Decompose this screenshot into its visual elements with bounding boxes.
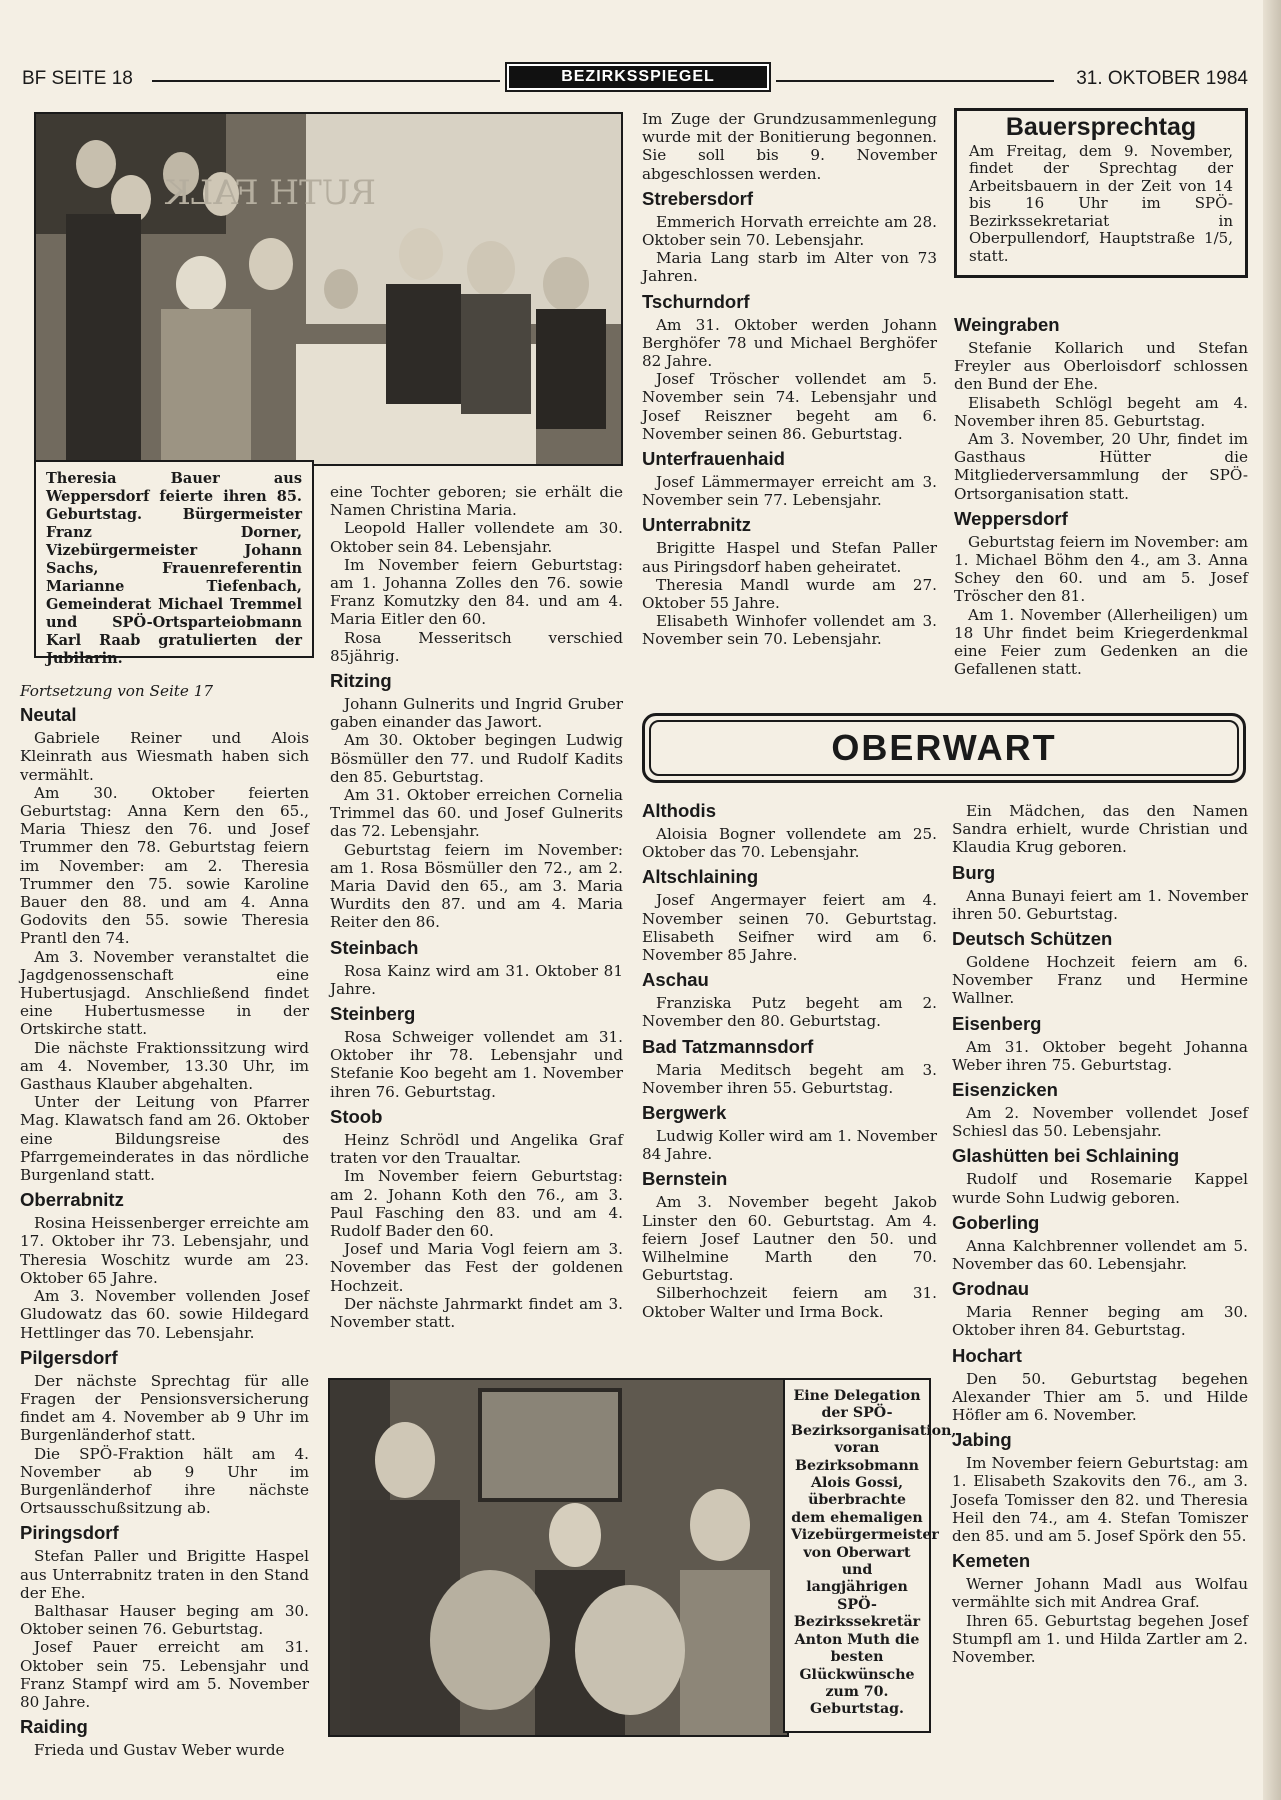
paragraph: Balthasar Hauser beging am 30. Oktober seinen 76. Geburtstag. (20, 1601, 309, 1639)
paragraph: Maria Meditsch begeht am 3. November ihren 55. Geburtstag. (642, 1060, 937, 1097)
paragraph: Im November feiern Geburtstag: am 2. Johann Koth den 76., am 3. Paul Fasching den 83. und am 4. Rudolf Bader den 60. (330, 1167, 623, 1240)
oberwart-banner-text: OBERWART (649, 720, 1239, 776)
heading-hochart: Hochart (952, 1344, 1022, 1366)
column-5 (642, 800, 937, 1321)
paragraph: Theresia Mandl wurde am 27. Oktober 55 Jahre. (642, 575, 937, 613)
heading-piringsdorf: Piringsdorf (20, 1522, 119, 1544)
continuation-note: Fortsetzung von Seite 17 (20, 682, 214, 700)
paragraph: Frieda und Gustav Weber wurde (34, 1741, 285, 1760)
heading-bergwerk: Bergwerk (642, 1102, 727, 1124)
heading-weppersdorf: Weppersdorf (954, 507, 1068, 529)
heading-eisenberg: Eisenberg (952, 1012, 1042, 1034)
photo-birthday-group (34, 112, 623, 466)
paragraph: Ihren 65. Geburtstag begehen Josef Stumpfl am 1. und Hilda Zartler am 2. November. (952, 1611, 1248, 1667)
paragraph: Die SPÖ-Fraktion hält am 4. November ab 9 Uhr im Burgenländerhof ihre nächste Ortsausschußsitzung ab. (20, 1444, 309, 1518)
column-6 (952, 802, 1248, 1666)
paragraph: Am 31. Oktober werden Johann Berghöfer 78 und Michael Berghöfer 82 Jahre. (642, 315, 937, 371)
paragraph: Am 3. November vollenden Josef Gludowatz das 60. sowie Hildegard Hettlinger das 70. Lebensjahr. (20, 1287, 309, 1342)
paragraph: Am 30. Oktober feierten Geburtstag: Anna Kern den 65., Maria Thiesz den 76. und Josef Trummer den 78. Geburtstag feiern im November: am 2. Theresia Trummer den 75. sowie Karoline Bauer den 88. und am 4. Anna Godovits den 55. sowie Theresia Prantl den 74. (20, 783, 309, 948)
heading-raiding: Raiding (20, 1716, 88, 1738)
paragraph: Rosa Kainz wird am 31. Oktober 81 Jahre. (330, 961, 623, 998)
page-number: BF SEITE 18 (22, 68, 133, 89)
paragraph: Unter der Leitung von Pfarrer Mag. Klawatsch fand am 26. Oktober eine Bildungsreise des Pfarrgemeinderates in das nördliche Burgenland statt. (20, 1093, 309, 1185)
heading-oberrabnitz: Oberrabnitz (20, 1189, 124, 1211)
paragraph: Anna Bunayi feiert am 1. November ihren 50. Geburtstag. (952, 886, 1248, 923)
heading-tschurndorf: Tschurndorf (642, 290, 750, 312)
header-rule-left (152, 80, 500, 82)
paragraph: Geburtstag feiern im November: am 1. Rosa Bösmüller den 72., am 2. Maria David den 65., am 3. Maria Wurdits den 87. und am 4. Maria Reiter den 86. (330, 840, 623, 932)
paragraph: Aloisia Bogner vollendete am 25. Oktober das 70. Lebensjahr. (642, 825, 937, 862)
photo-birthday-caption: Theresia Bauer aus Weppersdorf feierte ihren 85. Geburtstag. Bürgermeister Franz Dorner, Vizebürgermeister Johann Sachs, Frauenreferentin Marianne Tiefenbach, Gemeinderat Michael Tremmel und SPÖ-Ortsparteiobmann Karl Raab gratulierten der Jubilarin. (34, 460, 314, 658)
heading-altschlaining: Altschlaining (642, 866, 759, 888)
photo-delegation (328, 1378, 789, 1737)
photo-sign-text: RUTH FALK (165, 173, 376, 213)
paragraph: Am 3. November veranstaltet die Jagdgenossenschaft eine Hubertusjagd. Anschließend findet eine Hubertusmesse in der Ortskirche statt. (20, 947, 309, 1039)
paragraph: Am 30. Oktober begingen Ludwig Bösmüller den 77. und Rudolf Kadits den 85. Geburtstag. (330, 731, 623, 786)
section-label-box (505, 62, 771, 92)
paragraph: Der nächste Jahrmarkt findet am 3. November statt. (330, 1294, 623, 1331)
heading-glashuetten: Glashütten bei Schlaining (952, 1145, 1180, 1167)
paragraph: Gabriele Reiner und Alois Kleinrath aus Wiesmath haben sich vermählt. (20, 729, 309, 784)
paragraph: Rosa Messeritsch verschied 85jährig. (330, 628, 623, 665)
heading-weingraben: Weingraben (954, 314, 1060, 335)
page-edge (1263, 0, 1281, 1800)
paragraph: Im November feiern Geburtstag: am 1. Johanna Zolles den 76. sowie Franz Komutzky den 84. und am 4. Maria Eitler den 60. (330, 555, 623, 629)
paragraph: Elisabeth Schlögl begeht am 4. November ihren 85. Geburtstag. (954, 393, 1248, 430)
paragraph: Im November feiern Geburtstag: am 1. Elisabeth Szakovits den 76., am 3. Josefa Tomisser den 82. und Theresia Heil den 74., am 4. Stefan Tomiszer den 85. und am 5. Josef Spörk den 55. (952, 1454, 1248, 1546)
paragraph: Josef Lämmermayer erreicht am 3. November sein 77. Lebensjahr. (642, 473, 937, 510)
paragraph: Die nächste Fraktionssitzung wird am 4. November, 13.30 Uhr, im Gasthaus Klauber abgehalten. (20, 1038, 309, 1094)
heading-aschau: Aschau (642, 969, 709, 991)
paragraph: Elisabeth Winhofer vollendet am 3. November sein 70. Lebensjahr. (642, 612, 937, 649)
paragraph: Rosina Heissenberger erreichte am 17. Oktober ihr 73. Lebensjahr, und Theresia Woschitz wurde am 23. Oktober 65 Jahre. (20, 1214, 309, 1287)
paragraph: Anna Kalchbrenner vollendet am 5. November das 60. Lebensjahr. (952, 1236, 1248, 1274)
heading-kemeten: Kemeten (952, 1550, 1031, 1572)
header-rule-right (776, 80, 1054, 82)
heading-burg: Burg (952, 861, 996, 883)
heading-pilgersdorf: Pilgersdorf (20, 1346, 118, 1368)
paragraph: Im Zuge der Grundzusammenlegung wurde mit der Bonitierung begonnen. Sie soll bis 9. November abgeschlossen werden. (642, 110, 937, 183)
paragraph: Ein Mädchen, das den Namen Sandra erhielt, wurde Christian und Klaudia Krug geboren. (952, 802, 1248, 857)
photo-delegation-caption: Eine Delegation der SPÖ-Bezirksorganisation, voran Bezirksobmann Alois Gossi, überbrachte dem ehemaligen Vizebürgermeister von Oberwart und langjährigen SPÖ-Bezirkssekretär Anton Muth die besten Glückwünsche zum 70. Geburtstag. (783, 1378, 931, 1733)
paragraph: Am 31. Oktober erreichen Cornelia Trimmel das 60. und Josef Gulnerits das 72. Lebensjahr. (330, 786, 623, 841)
paragraph: Josef Tröscher vollendet am 5. November sein 74. Lebensjahr und Josef Reiszner begeht am 6. November seinen 86. Geburtstag. (642, 370, 937, 443)
paragraph: eine Tochter geboren; sie erhält die Namen Christina Maria. (330, 483, 623, 520)
paragraph: Stefanie Kollarich und Stefan Freyler aus Oberloisdorf schlossen den Bund der Ehe. (954, 339, 1248, 394)
paragraph: Franziska Putz begeht am 2. November den 80. Geburtstag. (642, 994, 937, 1031)
heading-unterrabnitz: Unterrabnitz (642, 514, 751, 536)
paragraph: Am 3. November begeht Jakob Linster den 60. Geburtstag. Am 4. feiern Josef Lautner den 50. und Wilhelmine Marth den 70. Geburtstag. (642, 1193, 937, 1285)
heading-althodis: Althodis (642, 800, 716, 821)
heading-steinbach: Steinbach (330, 936, 419, 958)
heading-steinberg: Steinberg (330, 1003, 416, 1025)
column-2 (330, 483, 623, 1331)
paragraph: Am 31. Oktober begeht Johanna Weber ihren 75. Geburtstag. (952, 1037, 1248, 1074)
paragraph: Am 1. November (Allerheiligen) um 18 Uhr findet beim Kriegerdenkmal eine Feier zum Gedenken an die Gefallenen statt. (954, 605, 1248, 679)
paragraph: Rudolf und Rosemarie Kappel wurde Sohn Ludwig geboren. (952, 1170, 1248, 1207)
paragraph: Josef Angermayer feiert am 4. November seinen 70. Geburtstag. Elisabeth Seifner wird am 6. November 85 Jahre. (642, 891, 937, 965)
paragraph: Leopold Haller vollendete am 30. Oktober sein 84. Lebensjahr. (330, 519, 623, 556)
heading-jabing: Jabing (952, 1429, 1012, 1451)
heading-bernstein: Bernstein (642, 1168, 728, 1190)
heading-unterfrauenhaid: Unterfrauenhaid (642, 448, 785, 470)
heading-neutal: Neutal (20, 704, 77, 726)
heading-stoob: Stoob (330, 1105, 383, 1127)
paragraph: Goldene Hochzeit feiern am 6. November Franz und Hermine Wallner. (952, 953, 1248, 1008)
paragraph: Johann Gulnerits und Ingrid Gruber gaben einander das Jawort. (330, 695, 623, 732)
heading-deutsch-schuetzen: Deutsch Schützen (952, 928, 1113, 950)
bauersprechtag-title: Bauersprechtag (1005, 113, 1197, 141)
heading-goberling: Goberling (952, 1211, 1040, 1233)
column-4 (954, 314, 1248, 678)
paragraph: Brigitte Haspel und Stefan Paller aus Piringsdorf haben geheiratet. (642, 539, 937, 576)
heading-eisenzicken: Eisenzicken (952, 1079, 1058, 1101)
photo-birthday-group-image (36, 114, 621, 464)
paragraph: Werner Johann Madl aus Wolfau vermählte sich mit Andrea Graf. (952, 1575, 1248, 1612)
photo-delegation-image (330, 1380, 787, 1735)
paragraph: Maria Renner beging am 30. Oktober ihren 84. Geburtstag. (952, 1303, 1248, 1340)
bauersprechtag-text: Am Freitag, dem 9. November, findet der Sprechtag der Arbeitsbauern in der Zeit von 14 bis 16 Uhr im SPÖ-Bezirkssekretariat in Oberpullendorf, Hauptstraße 1/5, statt. (969, 141, 1233, 265)
paragraph: Am 3. November, 20 Uhr, findet im Gasthaus Hütter die Mitgliederversammlung der SPÖ-Ortsorganisation statt. (954, 430, 1248, 503)
section-label: BEZIRKSSPIEGEL (509, 66, 767, 88)
paragraph: Maria Lang starb im Alter von 73 Jahren. (642, 249, 937, 286)
paragraph: Emmerich Horvath erreichte am 28. Oktober sein 70. Lebensjahr. (642, 212, 937, 250)
column-1 (20, 682, 309, 1759)
issue-date: 31. OKTOBER 1984 (1076, 68, 1248, 89)
oberwart-banner (642, 713, 1246, 783)
bauersprechtag-box (954, 108, 1248, 278)
paragraph: Ludwig Koller wird am 1. November 84 Jahre. (642, 1127, 937, 1164)
paragraph: Geburtstag feiern im November: am 1. Michael Böhm den 4., am 3. Anna Schey den 60. und am 5. Josef Tröscher den 81. (954, 532, 1248, 606)
paragraph: Silberhochzeit feiern am 31. Oktober Walter und Irma Bock. (642, 1284, 937, 1321)
column-3 (642, 110, 937, 649)
paragraph: Der nächste Sprechtag für alle Fragen der Pensionsversicherung findet am 4. November ab 9 Uhr im Burgenländerhof statt. (20, 1371, 309, 1445)
paragraph: Den 50. Geburtstag begehen Alexander Thier am 5. und Hilde Höfler am 6. November. (952, 1369, 1248, 1425)
paragraph: Am 2. November vollendet Josef Schiesl das 50. Lebensjahr. (952, 1104, 1248, 1141)
heading-bad-tatzmannsdorf: Bad Tatzmannsdorf (642, 1035, 814, 1057)
paragraph: Josef und Maria Vogl feiern am 3. November das Fest der goldenen Hochzeit. (330, 1240, 623, 1295)
heading-grodnau: Grodnau (952, 1278, 1030, 1300)
heading-ritzing: Ritzing (330, 670, 392, 692)
paragraph: Josef Pauer erreicht am 31. Oktober sein 75. Lebensjahr und Franz Stampf wird am 5. November 80 Jahre. (20, 1638, 309, 1711)
paragraph: Rosa Schweiger vollendet am 31. Oktober ihr 78. Lebensjahr und Stefanie Koo begeht am 1. November ihren 76. Geburtstag. (330, 1028, 623, 1101)
paragraph: Stefan Paller und Brigitte Haspel aus Unterrabnitz traten in den Stand der Ehe. (20, 1547, 309, 1602)
paragraph: Heinz Schrödl und Angelika Graf traten vor den Traualtar. (330, 1130, 623, 1168)
heading-strebersdorf: Strebersdorf (642, 187, 754, 209)
